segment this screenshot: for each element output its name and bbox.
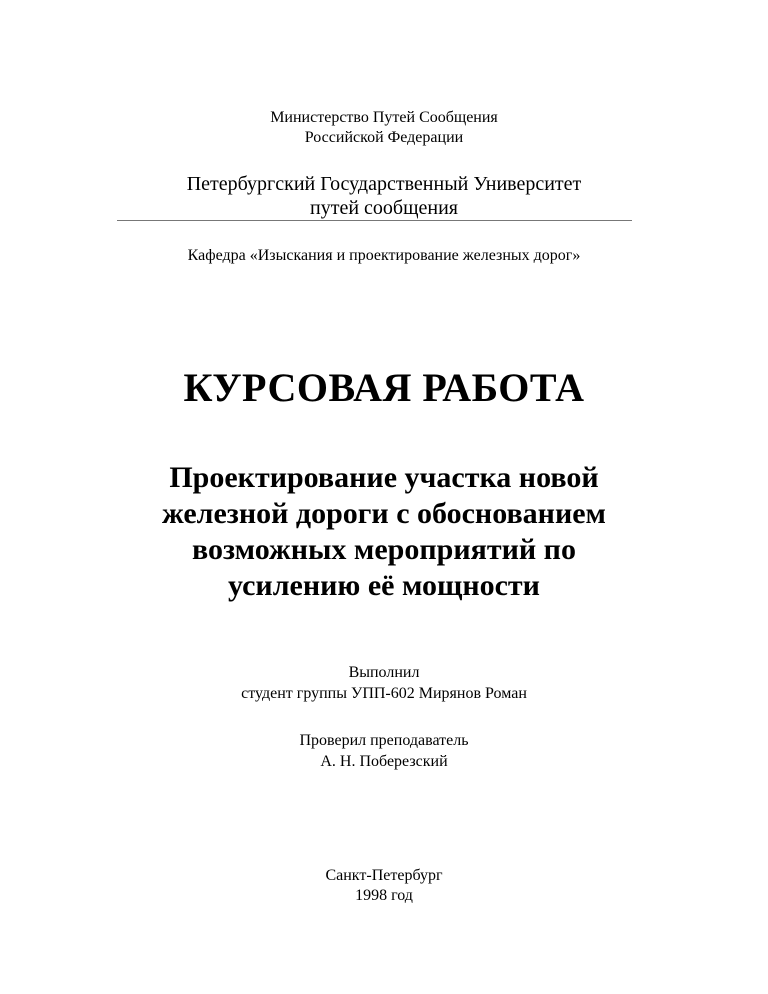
footer-block (0, 866, 768, 906)
ministry-line-1: Министерство Путей Сообщения (270, 109, 498, 126)
ministry-block (0, 108, 768, 148)
subtitle-line: усилению её мощности (228, 569, 540, 602)
header-divider (117, 220, 632, 221)
teacher-name: А. Н. Поберезский (320, 753, 448, 770)
year: 1998 год (355, 887, 413, 904)
checked-by-label: Проверил преподаватель (299, 732, 469, 749)
city: Санкт-Петербург (325, 867, 443, 884)
performed-by-block (0, 662, 768, 704)
university-line-2: путей сообщения (310, 197, 458, 219)
document-title: КУРСОВАЯ РАБОТА (183, 365, 585, 410)
university-block (0, 172, 768, 220)
ministry-line-2: Российской Федерации (304, 129, 464, 146)
subtitle-line: Проектирование участка новой (169, 461, 599, 494)
subtitle-line: возможных мероприятий по (192, 533, 576, 566)
department: Кафедра «Изыскания и проектирование железных дорог» (187, 247, 581, 264)
subtitle-line: железной дороги с обоснованием (161, 497, 606, 530)
student-name: студент группы УПП-602 Мирянов Роман (241, 685, 527, 702)
university-line-1: Петербургский Государственный Университет (186, 173, 582, 195)
checked-by-block (0, 730, 768, 772)
performed-by-label: Выполнил (348, 664, 420, 681)
document-subtitle (0, 460, 768, 604)
